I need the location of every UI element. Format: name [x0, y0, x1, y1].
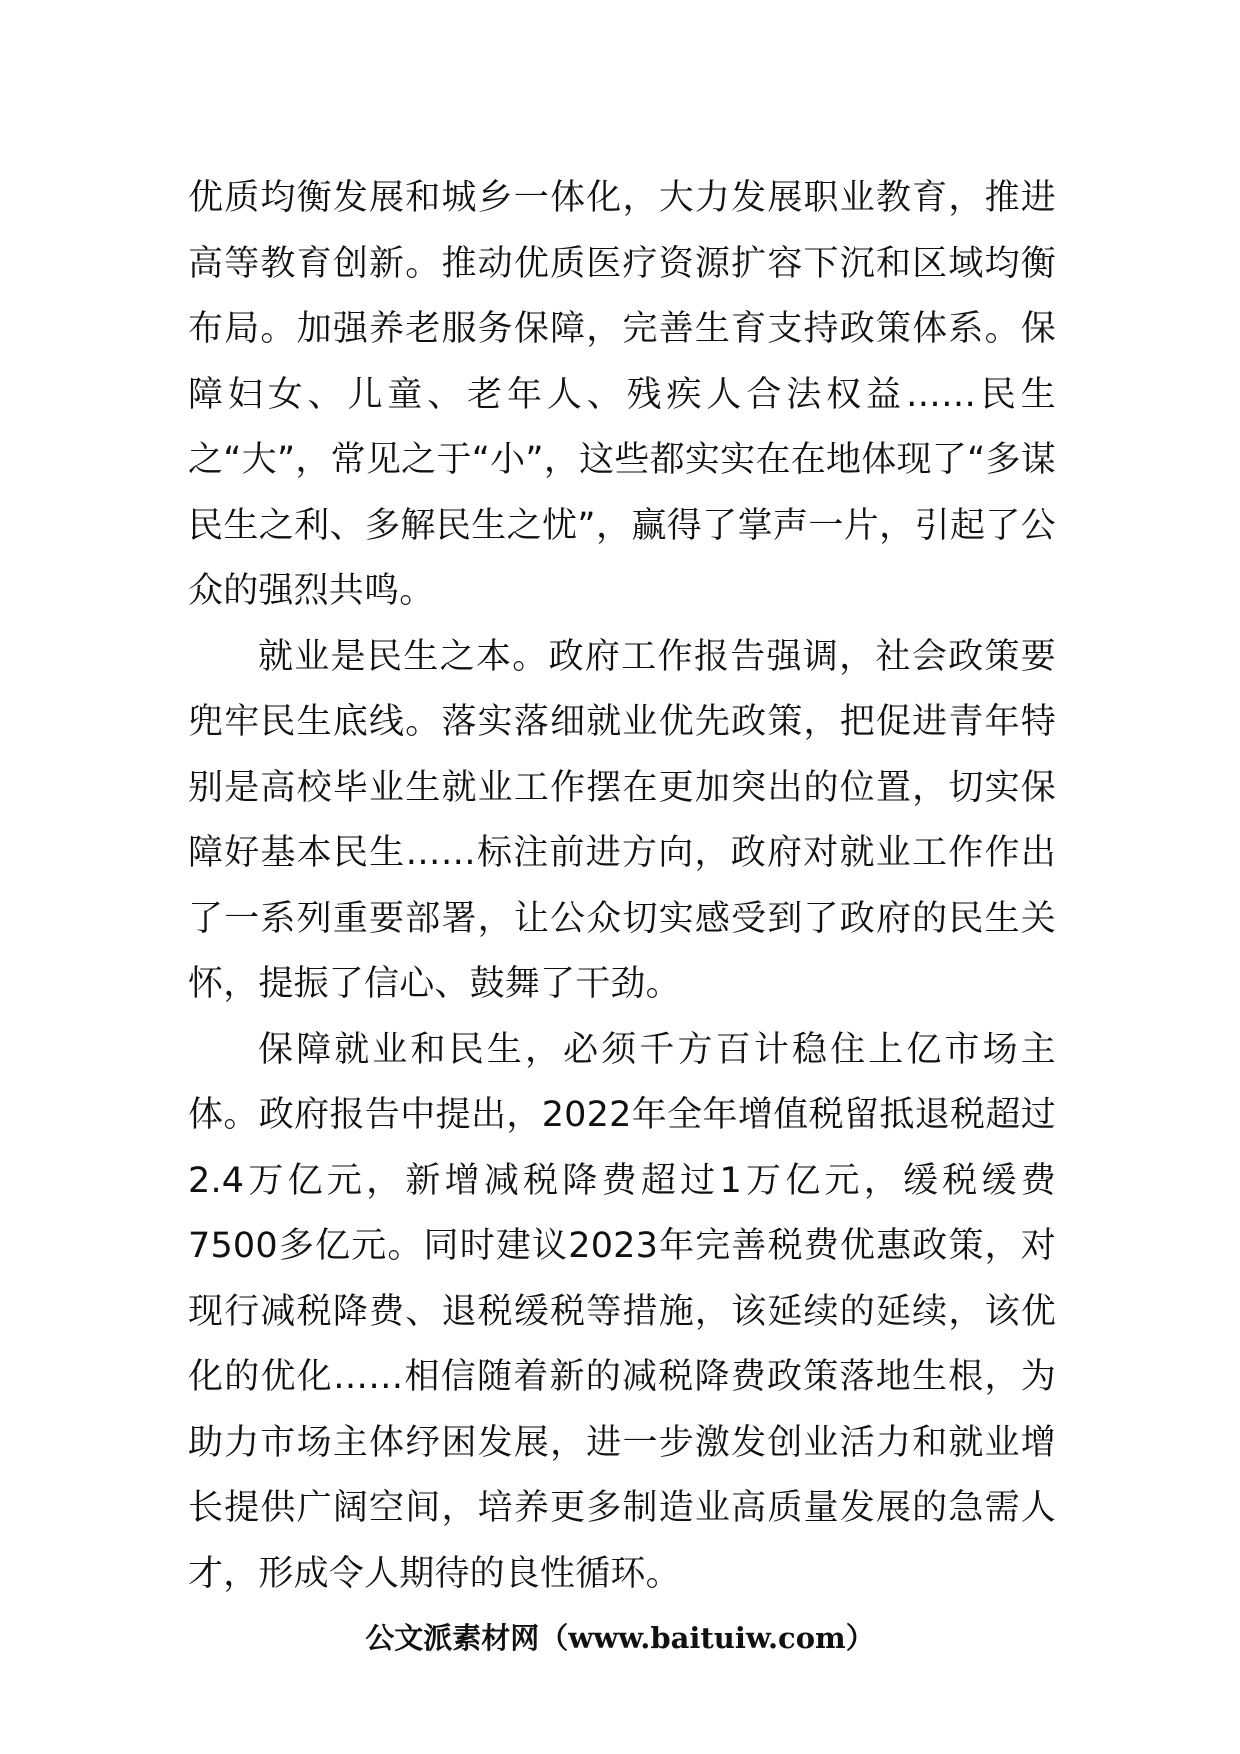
footer-watermark: 公文派素材网（www.baituiw.com） — [365, 1621, 875, 1655]
paragraph-1: 优质均衡发展和城乡一体化，大力发展职业教育，推进高等教育创新。推动优质医疗资源扩容下沉和区域均衡布局。加强养老服务保障，完善生育支持政策体系。保障妇女、儿童、老年人、残疾人合法权益……民生之“大”，常见之于“小”，这些都实实在在地体现了“多谋民生之利、多解民生之忧”，赢得了掌声一片，引起了公众的强烈共鸣。 — [188, 178, 1056, 611]
document-body — [188, 166, 1056, 1607]
paragraph-2: 就业是民生之本。政府工作报告强调，社会政策要兜牢民生底线。落实落细就业优先政策，把促进青年特别是高校毕业生就业工作摆在更加突出的位置，切实保障好基本民生……标注前进方向，政府对就业工作作出了一系列重要部署，让公众切实感受到了政府的民生关怀，提振了信心、鼓舞了干劲。 — [188, 636, 1056, 1004]
paragraph-3: 保障就业和民生，必须千方百计稳住上亿市场主体。政府报告中提出，2022年全年增值税留抵退税超过2.4万亿元，新增减税降费超过1万亿元，缓税缓费7500多亿元。同时建议2023年完善税费优惠政策，对现行减税降费、退税缓税等措施，该延续的延续，该优化的优化……相信随着新的减税降费政策落地生根，为助力市场主体纾困发展，进一步激发创业活力和就业增长提供广阔空间，培养更多制造业高质量发展的急需人才，形成令人期待的良性循环。 — [188, 1029, 1056, 1594]
